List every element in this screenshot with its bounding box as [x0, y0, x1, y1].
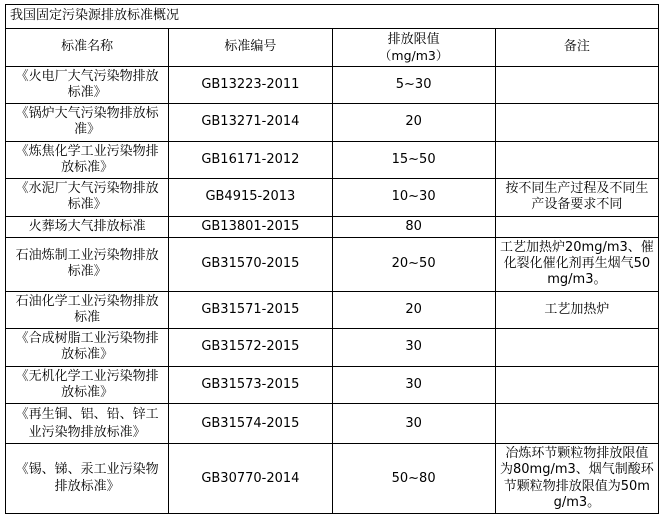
cell-standard-code: GB31574-2015	[169, 404, 332, 444]
cell-note	[495, 104, 658, 142]
cell-emission-limit: 15~50	[332, 141, 495, 179]
table-row	[6, 237, 659, 291]
cell-standard-name: 《再生铜、铝、铅、锌工业污染物排放标准》	[6, 404, 169, 444]
cell-note	[495, 66, 658, 104]
cell-emission-limit: 30	[332, 404, 495, 444]
cell-emission-limit: 80	[332, 216, 495, 237]
emission-standards-table	[5, 4, 659, 514]
column-header-note: 备注	[495, 29, 658, 67]
cell-standard-code: GB30770-2014	[169, 444, 332, 514]
table-row	[6, 444, 659, 514]
cell-standard-name: 《合成树脂工业污染物排放标准》	[6, 329, 169, 367]
table-row	[6, 291, 659, 329]
table-header-row	[6, 29, 659, 67]
cell-emission-limit: 50~80	[332, 444, 495, 514]
cell-standard-name: 《火电厂大气污染物排放标准》	[6, 66, 169, 104]
page-title: 我国固定污染源排放标准概况	[6, 5, 659, 29]
cell-standard-code: GB13801-2015	[169, 216, 332, 237]
column-header-emission-limit	[332, 29, 495, 67]
cell-note	[495, 216, 658, 237]
column-header-standard-code: 标准编号	[169, 29, 332, 67]
cell-note: 冶炼环节颗粒物排放限值为80mg/m3、烟气制酸环节颗粒物排放限值为50mg/m3。	[495, 444, 658, 514]
cell-emission-limit: 30	[332, 366, 495, 404]
cell-standard-name: 石油化学工业污染物排放标准	[6, 291, 169, 329]
cell-note	[495, 141, 658, 179]
cell-standard-name: 《锡、锑、汞工业污染物排放标准》	[6, 444, 169, 514]
cell-standard-code: GB31571-2015	[169, 291, 332, 329]
table-row	[6, 329, 659, 367]
table-row	[6, 66, 659, 104]
table-row	[6, 141, 659, 179]
cell-emission-limit: 20	[332, 104, 495, 142]
cell-emission-limit: 30	[332, 329, 495, 367]
table-row	[6, 104, 659, 142]
table-row	[6, 404, 659, 444]
column-header-emission-limit-unit: （mg/m3）	[378, 47, 449, 63]
cell-emission-limit: 5~30	[332, 66, 495, 104]
table-row	[6, 179, 659, 217]
cell-standard-code: GB31573-2015	[169, 366, 332, 404]
cell-emission-limit: 20	[332, 291, 495, 329]
table-title-row	[6, 5, 659, 29]
cell-standard-name: 《锅炉大气污染物排放标准》	[6, 104, 169, 142]
cell-emission-limit: 20~50	[332, 237, 495, 291]
cell-standard-code: GB4915-2013	[169, 179, 332, 217]
cell-note: 工艺加热炉20mg/m3、催化裂化催化剂再生烟气50mg/m3。	[495, 237, 658, 291]
cell-emission-limit: 10~30	[332, 179, 495, 217]
cell-standard-code: GB31570-2015	[169, 237, 332, 291]
cell-note: 按不同生产过程及不同生产设备要求不同	[495, 179, 658, 217]
cell-standard-code: GB16171-2012	[169, 141, 332, 179]
cell-note	[495, 404, 658, 444]
cell-standard-code: GB13271-2014	[169, 104, 332, 142]
cell-note	[495, 329, 658, 367]
cell-note: 工艺加热炉	[495, 291, 658, 329]
cell-standard-name: 《炼焦化学工业污染物排放标准》	[6, 141, 169, 179]
cell-standard-code: GB31572-2015	[169, 329, 332, 367]
cell-standard-name: 《水泥厂大气污染物排放标准》	[6, 179, 169, 217]
cell-standard-name: 火葬场大气排放标准	[6, 216, 169, 237]
cell-standard-code: GB13223-2011	[169, 66, 332, 104]
column-header-standard-name: 标准名称	[6, 29, 169, 67]
cell-note	[495, 366, 658, 404]
cell-standard-name: 石油炼制工业污染物排放标准》	[6, 237, 169, 291]
table-row	[6, 366, 659, 404]
column-header-emission-limit-label: 排放限值	[387, 32, 440, 47]
table-row	[6, 216, 659, 237]
cell-standard-name: 《无机化学工业污染物排放标准》	[6, 366, 169, 404]
